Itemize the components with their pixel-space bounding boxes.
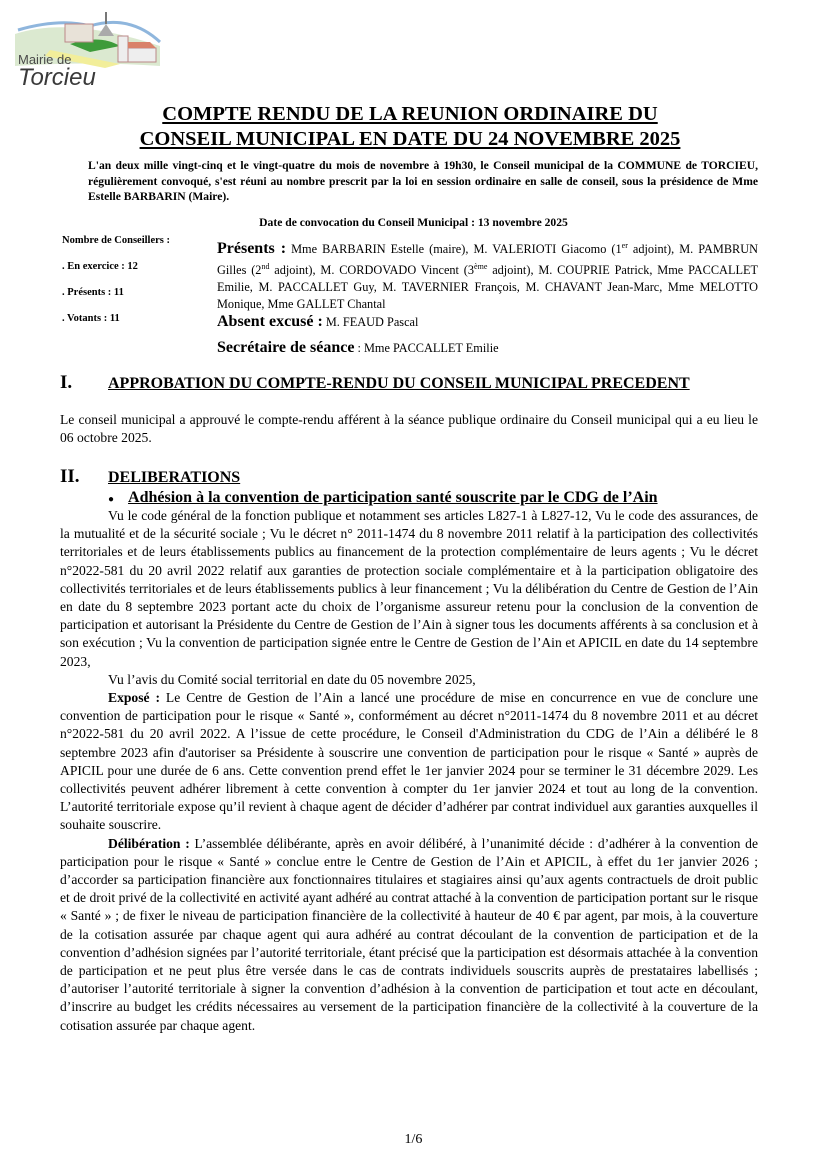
section-1-text: Le conseil municipal a approuvé le compte-rendu afférent à la séance publique ordinaire du Conseil municipal qui a eu lieu le 06 octobre 2025.	[60, 412, 758, 446]
section-2-heading	[60, 466, 240, 488]
secretary-label: Secrétaire de séance	[217, 339, 355, 356]
stats-label: Nombre de Conseillers :	[62, 235, 170, 246]
sup: er	[621, 241, 628, 250]
expose-text: Le Centre de Gestion de l’Ain a lancé une procédure de mise en concurrence en vue de conclure une convention de participation pour le risque « Santé », conformément au décret n°2011-1474 du 8 novembre 2011 et au décret n°2022-581 du 20 avril 2022. A l’issue de cette procédure, le Conseil d'Administration du CDG de l’Ain a délibéré le 8 septembre 2023 afin d'autoriser sa Présidente à souscrire une convention de participation pour le risque « Santé » auprès de APICIL pour une durée de 6 ans. Cette convention prend effet le 1er janvier 2024 pour se terminer le 31 décembre 2029. Les collectivités peuvent adhérer librement à cette convention à compter du 1er janvier 2024 et tout au long de la convention. L’autorité territoriale expose qu’il revient à chaque agent de décider d’adhérer par contrat individuel aux garanties auxquelles il souhaite souscrire.	[60, 690, 758, 833]
subsection-heading	[108, 489, 658, 507]
section-number: I.	[60, 372, 73, 393]
section-title: APPROBATION DU COMPTE-RENDU DU CONSEIL MUNICIPAL PRECEDENT	[108, 375, 690, 392]
expose-label: Exposé :	[108, 690, 160, 706]
subsection-title: Adhésion à la convention de participation santé souscrite par le CDG de l’Ain	[128, 489, 658, 506]
intro-paragraph: L'an deux mille vingt-cinq et le vingt-quatre du mois de novembre à 19h30, le Conseil municipal de la COMMUNE de TORCIEU, régulièrement convoqué, s'est réuni au nombre prescrit par la loi en session ordinaire en salle de conseil, sous la présidence de Mme Estelle BARBARIN (Maire).	[88, 159, 758, 203]
presents-label: Présents :	[217, 240, 287, 258]
page-title	[60, 102, 760, 152]
presents-text: adjoint), M. PAMBRUN Gilles (2	[217, 242, 758, 278]
bullet-icon: ●	[108, 494, 115, 505]
sup: nd	[261, 262, 270, 272]
presents-text: adjoint), M. COUPRIE Patrick, Mme PACCALLET Emilie, M. PACCALLET Guy, M. TAVERNIER François, M. CHAVANT Jean-Marc, Mme MELOTTO Monique, Mme GALLET Chantal	[217, 263, 758, 312]
vu-paragraph: Vu le code général de la fonction publique et notamment ses articles L827-1 à L827-12, Vu le code des assurances, de la mutualité et de la sécurité sociale ; Vu le décret n° 2011-1474 du 8 novembre 2011 relatif à la participation des collectivités territoriales et de leurs établissements publics au financement de la protection complémentaire de leurs agents ; Vu le décret n°2022-581 du 20 avril 2022 relatif aux garanties de protection sociale complémentaire et à la participation obligatoire des collectivités territoriales et de leurs établissements publics à leur financement ; Vu la délibération du Centre de Gestion de l’Ain en date du 8 septembre 2023 portant acte du choix de l’organisme assureur retenu pour la conclusion de la convention de participation et autorisant la Présidente du Centre de Gestion de l’Ain à signer tous les documents afférents à sa conclusion et à son exécution ; Vu la convention de participation signée entre le Centre de Gestion de l’Ain et APICIL en date du 14 septembre 2023,	[60, 508, 758, 669]
sup: ème	[474, 262, 488, 272]
page-number: 1/6	[404, 1132, 423, 1147]
title-line2: CONSEIL MUNICIPAL EN DATE DU 24 NOVEMBRE 2025	[139, 128, 681, 150]
expose-paragraph	[60, 689, 758, 835]
section-number: II.	[60, 466, 80, 487]
deliberation-body	[60, 507, 758, 1035]
mairie-logo	[10, 6, 170, 94]
absent-label: Absent excusé :	[217, 313, 323, 331]
secretary-line	[217, 339, 499, 357]
presents-text: Mme BARBARIN Estelle (maire), M. VALERIOTI Giacomo (1	[286, 242, 622, 257]
stats-presents: . Présents : 11	[62, 287, 124, 298]
attendance-block	[217, 237, 758, 331]
title-line1: COMPTE RENDU DE LA REUNION ORDINAIRE DU	[162, 103, 658, 125]
stats-votants: . Votants : 11	[62, 313, 120, 324]
council-stats	[62, 235, 170, 339]
absent-text: M. FEAUD Pascal	[322, 315, 419, 330]
logo-text-line2: Torcieu	[18, 64, 96, 91]
section-title: DELIBERATIONS	[108, 469, 241, 486]
deliberation-paragraph	[60, 835, 758, 1035]
stats-exercice: . En exercice : 12	[62, 261, 138, 272]
secretary-name: : Mme PACCALLET Emilie	[354, 341, 499, 355]
section-1-heading	[60, 372, 690, 394]
avis-paragraph: Vu l’avis du Comité social territorial en date du 05 novembre 2025,	[108, 671, 476, 687]
deliberation-label: Délibération :	[108, 835, 190, 851]
logo-text-line1: Mairie de	[18, 52, 72, 67]
deliberation-text: L’assemblée délibérante, après en avoir délibéré, à l’unanimité décide : d’adhérer à la convention de participation pour le risque « Santé » conclue entre le Centre de Gestion de l’Ain et APICIL, à effet du 1er janvier 2026 ; d’accorder sa participation financière aux fonctionnaires titulaires et stagiaires ainsi qu’aux agents contractuels de droit public et de droit privé de la collectivité en activité ayant adhéré au contrat attaché à la convention de participation portant sur le risque « Santé » ; de fixer le niveau de participation financière de la collectivité à hauteur de 40 € par agent, par mois, à la couverture de la cotisation assurée par chaque agent qui aura adhéré au contrat découlant de la convention de participation et de la convention d’adhésion signées par l’autorité territoriale, étant précisé que la participation est désormais attachée à la convention de participation et ne peut plus être versée dans le cas de contrats individuels souscrits auprès de prestataires labellisés ; d’autoriser l’autorité territoriale à signer la convention d’adhésion à la convention de participation et tout acte en découlant, d’inscrire au budget les crédits nécessaires au versement de la participation financière de la collectivité à la couverture de la cotisation assurée par chaque agent.	[60, 835, 758, 1033]
presents-text: adjoint), M. CORDOVADO Vincent (3	[269, 263, 475, 278]
convocation-date: Date de convocation du Conseil Municipal : 13 novembre 2025	[259, 216, 568, 229]
